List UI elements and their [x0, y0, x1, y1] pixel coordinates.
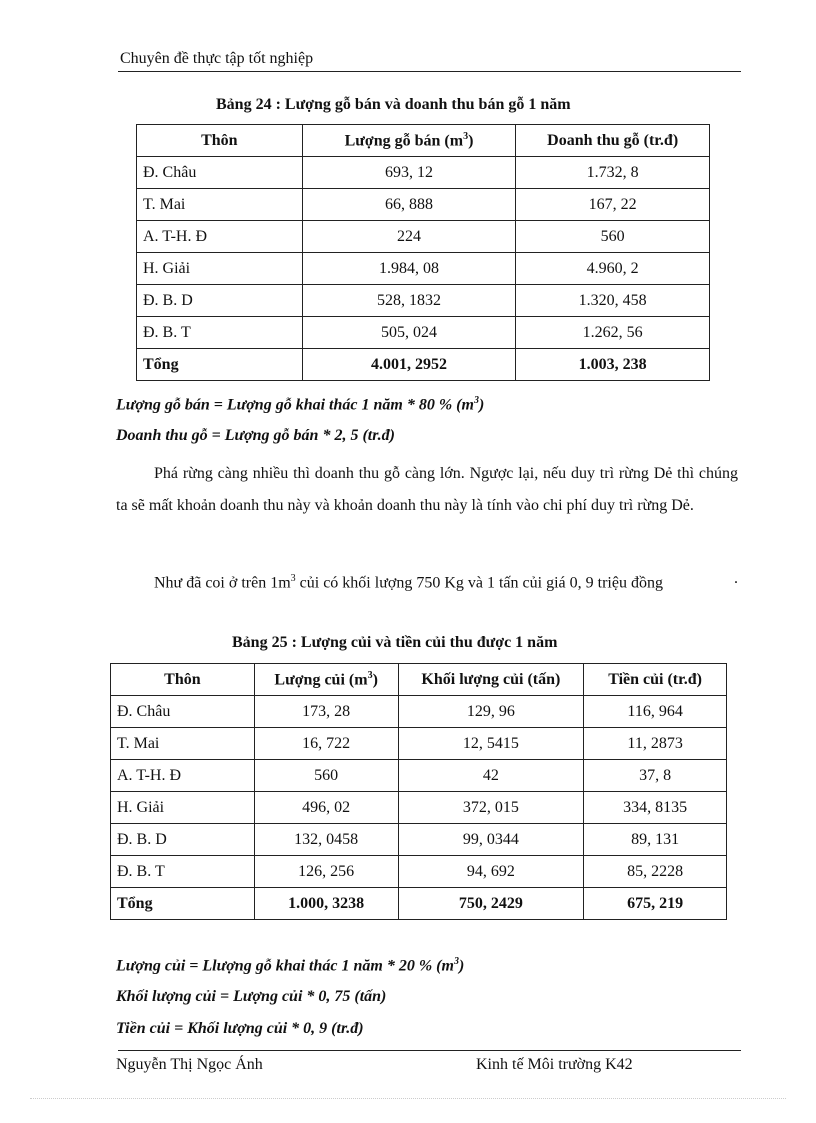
footer-author: Nguyễn Thị Ngọc Ánh	[116, 1056, 263, 1073]
table-cell: Đ. B. T	[137, 317, 303, 349]
table-cell: 42	[398, 760, 584, 792]
table-row	[137, 285, 710, 317]
table-cell: 89, 131	[584, 824, 727, 856]
table-cell: 173, 28	[254, 696, 398, 728]
table24	[136, 124, 710, 381]
table-cell: T. Mai	[137, 189, 303, 221]
paragraph-firewood-price: Như đã coi ở trên $1m^3$ củi có khối lượng 750 Kg và 1 tấn củi giá 0, 9 triệu đồng .	[154, 570, 738, 592]
table-cell: 11, 2873	[584, 728, 727, 760]
table-cell: H. Giải	[111, 792, 255, 824]
table-cell: 129, 96	[398, 696, 584, 728]
table-cell: 1.262, 56	[516, 317, 710, 349]
table-cell: 4.001, 2952	[302, 349, 516, 381]
table-cell: 126, 256	[254, 856, 398, 888]
table-cell: 693, 12	[302, 157, 516, 189]
table24-header-row	[137, 125, 710, 157]
table25-header-village: Thôn	[111, 664, 255, 696]
table-cell: Tổng	[111, 888, 255, 920]
table-row	[111, 792, 727, 824]
table-row	[137, 189, 710, 221]
table-row	[137, 221, 710, 253]
table25-caption: Bảng 25 : Lượng củi và tiền củi thu được 1 năm	[232, 634, 558, 651]
footer-course: Kinh tế Môi trường K42	[476, 1056, 633, 1073]
table-cell: 528, 1832	[302, 285, 516, 317]
table-cell: T. Mai	[111, 728, 255, 760]
table25-header-firewood-volume: Lượng củi $(m^3)$	[254, 664, 398, 696]
table-cell: 505, 024	[302, 317, 516, 349]
table25-header-firewood-mass: Khối lượng củi (tấn)	[398, 664, 584, 696]
table-cell: 16, 722	[254, 728, 398, 760]
table-row	[111, 728, 727, 760]
table-cell: A. T-H. Đ	[137, 221, 303, 253]
formula-wood-revenue: Doanh thu gỗ = Lượng gỗ bán * 2, 5 (tr.đ)	[116, 427, 395, 444]
table-cell: 224	[302, 221, 516, 253]
table-cell: 1.320, 458	[516, 285, 710, 317]
table-cell: 372, 015	[398, 792, 584, 824]
table-cell: 37, 8	[584, 760, 727, 792]
page-bottom-dotted-line	[30, 1098, 786, 1099]
table-cell: 1.000, 3238	[254, 888, 398, 920]
header-rule	[118, 71, 741, 72]
table-cell: 85, 2228	[584, 856, 727, 888]
paragraph-deforestation: Phá rừng càng nhiều thì doanh thu gỗ càng lớn. Ngược lại, nếu duy trì rừng Dẻ thì chúng ta sẽ mất khoản doanh thu này và khoản doanh thu này là tính vào chi phí duy trì rừng Dẻ.	[116, 465, 738, 514]
table-cell: 94, 692	[398, 856, 584, 888]
table-row	[137, 253, 710, 285]
table24-header-volume: Lượng gỗ bán $(m^3)$	[302, 125, 516, 157]
page-header-title: Chuyên đề thực tập tốt nghiệp	[120, 50, 314, 67]
table24-total-row	[137, 349, 710, 381]
table-cell: 132, 0458	[254, 824, 398, 856]
formula-wood-volume: Lượng gỗ bán = Lượng gỗ khai thác 1 năm * 80 % $(m^3)$	[116, 395, 485, 414]
table-cell: H. Giải	[137, 253, 303, 285]
table24-header-revenue: Doanh thu gỗ (tr.đ)	[516, 125, 710, 157]
table-cell: Tổng	[137, 349, 303, 381]
table-row	[111, 760, 727, 792]
table-row	[111, 856, 727, 888]
table-cell: 4.960, 2	[516, 253, 710, 285]
table24-caption: Bảng 24 : Lượng gỗ bán và doanh thu bán gỗ 1 năm	[216, 96, 571, 113]
table-cell: 750, 2429	[398, 888, 584, 920]
table-cell: 334, 8135	[584, 792, 727, 824]
formula-firewood-money: Tiền củi = Khối lượng củi * 0, 9 (tr.đ)	[116, 1020, 364, 1037]
formula-firewood-mass: Khối lượng củi = Lượng củi * 0, 75 (tấn)	[116, 988, 387, 1005]
table25-header-row	[111, 664, 727, 696]
table24-header-village: Thôn	[137, 125, 303, 157]
table-cell: 12, 5415	[398, 728, 584, 760]
table25	[110, 663, 727, 920]
table25-total-row	[111, 888, 727, 920]
table-cell: 496, 02	[254, 792, 398, 824]
table-row	[137, 317, 710, 349]
table-cell: 675, 219	[584, 888, 727, 920]
table-cell: 1.003, 238	[516, 349, 710, 381]
table-cell: A. T-H. Đ	[111, 760, 255, 792]
table-cell: Đ. B. T	[111, 856, 255, 888]
table-cell: 560	[254, 760, 398, 792]
table-cell: 1.732, 8	[516, 157, 710, 189]
table-cell: 167, 22	[516, 189, 710, 221]
table-cell: Đ. Châu	[111, 696, 255, 728]
table-row	[111, 696, 727, 728]
formula-firewood-volume: Lượng củi = Llượng gỗ khai thác 1 năm * 20 % $(m^3)$	[116, 956, 465, 975]
table-cell: 116, 964	[584, 696, 727, 728]
table-cell: Đ. B. D	[137, 285, 303, 317]
table-row	[111, 824, 727, 856]
table-row	[137, 157, 710, 189]
table-cell: Đ. B. D	[111, 824, 255, 856]
table-cell: 1.984, 08	[302, 253, 516, 285]
table-cell: 99, 0344	[398, 824, 584, 856]
footer-rule	[118, 1050, 741, 1051]
table-cell: 66, 888	[302, 189, 516, 221]
table-cell: 560	[516, 221, 710, 253]
table-cell: Đ. Châu	[137, 157, 303, 189]
table25-header-firewood-money: Tiền củi (tr.đ)	[584, 664, 727, 696]
